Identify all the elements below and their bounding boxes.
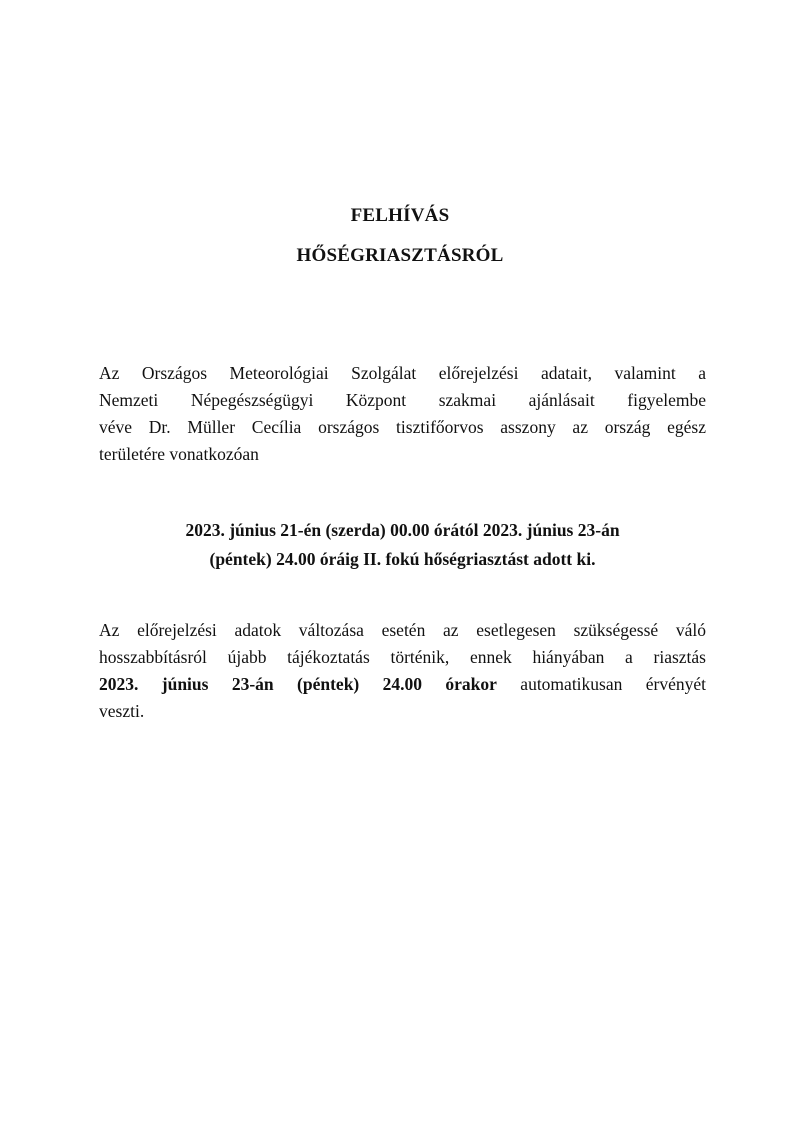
intro-line: területére vonatkozóan bbox=[99, 444, 259, 464]
closing-line bbox=[99, 671, 706, 698]
expiry-datetime: 2023. június 23-án (péntek) 24.00 órakor bbox=[99, 674, 497, 694]
announcement-line: (péntek) 24.00 óráig II. fokú hőségriasztást adott ki. bbox=[209, 549, 596, 569]
closing-line: veszti. bbox=[99, 701, 145, 721]
document-subtitle: HŐSÉGRIASZTÁSRÓL bbox=[296, 245, 504, 266]
intro-line: Az Országos Meteorológiai Szolgálat előrejelzési adatait, valamint a bbox=[99, 363, 706, 383]
closing-paragraph bbox=[99, 617, 706, 725]
intro-line: Nemzeti Népegészségügyi Központ szakmai ajánlásait figyelembe bbox=[99, 390, 706, 410]
closing-line: Az előrejelzési adatok változása esetén az esetlegesen szükségessé váló bbox=[99, 620, 706, 640]
alert-announcement bbox=[99, 516, 706, 574]
closing-line: hosszabbításról újabb tájékoztatás történik, ennek hiányában a riasztás bbox=[99, 647, 706, 667]
intro-line: véve Dr. Müller Cecília országos tisztifőorvos asszony az ország egész bbox=[99, 417, 706, 437]
document-title: FELHÍVÁS bbox=[350, 205, 450, 226]
closing-line-rest: automatikusan érvényét bbox=[496, 674, 706, 694]
intro-paragraph bbox=[99, 360, 706, 468]
announcement-line: 2023. június 21-én (szerda) 00.00 órától 2023. június 23-án bbox=[185, 520, 620, 540]
